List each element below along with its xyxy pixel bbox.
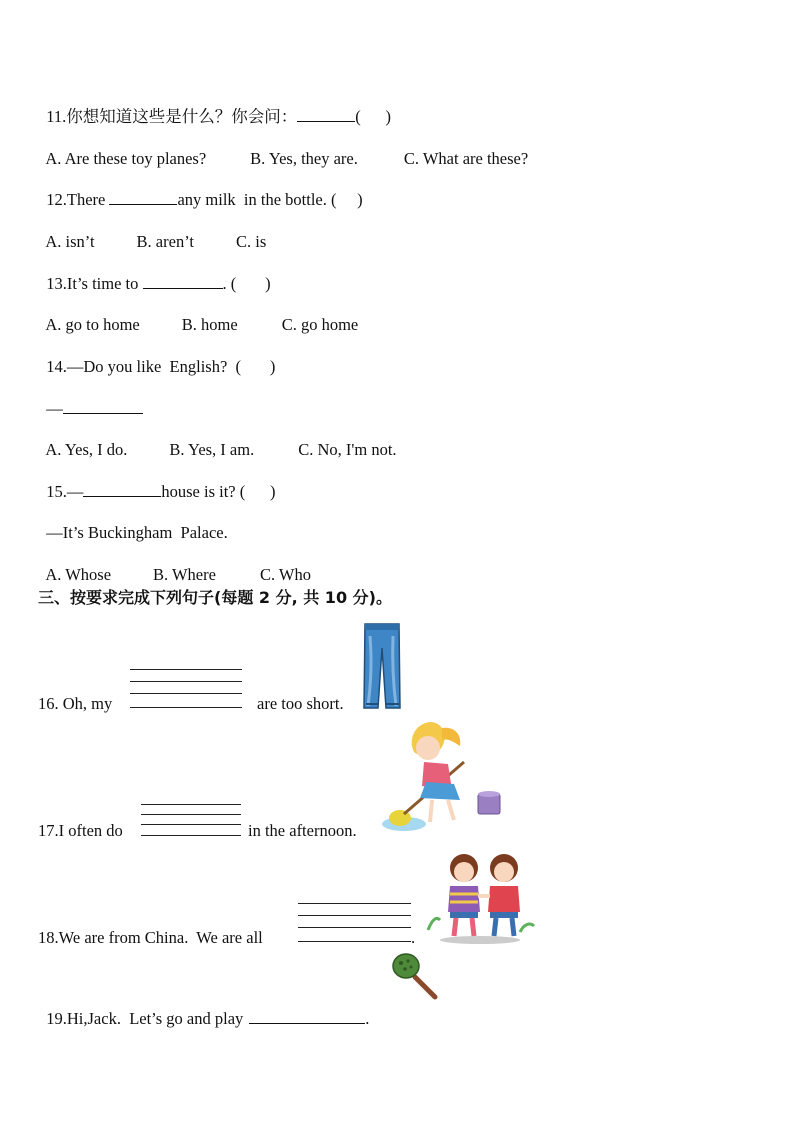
- question-13-suffix: . ( ): [222, 274, 271, 293]
- reply-text: —It’s Buckingham Palace.: [46, 523, 228, 542]
- option-c[interactable]: C. No, I'm not.: [298, 440, 397, 459]
- question-11-options: [38, 129, 528, 169]
- answer-paren: ( ): [355, 107, 392, 126]
- section-heading: 三、按要求完成下列句子(每题 2 分, 共 10 分)。: [38, 588, 392, 607]
- question-12-suffix: any milk in the bottle. ( ): [177, 190, 363, 209]
- question-12-prefix: 12.There: [46, 190, 110, 209]
- four-line-writing-area[interactable]: [298, 903, 411, 943]
- question-17-suffix: in the afternoon.: [248, 821, 357, 840]
- option-b[interactable]: B. Yes, I am.: [169, 440, 255, 459]
- question-15-suffix: house is it? ( ): [161, 482, 276, 501]
- question-16-prefix: 16. Oh, my: [38, 694, 113, 713]
- question-14-text: 14.—Do you like English? ( ): [46, 357, 276, 376]
- four-line-writing-area[interactable]: [141, 804, 241, 838]
- option-a[interactable]: A. Yes, I do.: [45, 440, 128, 459]
- option-b[interactable]: B. Where: [153, 565, 216, 584]
- question-19-suffix: .: [365, 1009, 370, 1028]
- option-a[interactable]: A. Are these toy planes?: [45, 149, 207, 168]
- question-15: [38, 462, 275, 502]
- answer-blank[interactable]: [63, 399, 143, 414]
- answer-blank[interactable]: [143, 274, 223, 289]
- question-18-suffix: .: [411, 928, 416, 947]
- option-b[interactable]: B. aren’t: [136, 232, 194, 251]
- question-16-suffix: are too short.: [257, 694, 344, 713]
- option-c[interactable]: C. is: [235, 232, 267, 251]
- option-c[interactable]: C. What are these?: [403, 149, 529, 168]
- question-15-options: [38, 545, 311, 585]
- option-c[interactable]: C. Who: [259, 565, 311, 584]
- question-11: [38, 87, 391, 127]
- question-13-prefix: 13.It’s time to: [46, 274, 143, 293]
- question-14: [38, 337, 275, 377]
- question-17-prefix: 17.I often do: [38, 821, 123, 840]
- question-14-options: [38, 420, 397, 460]
- question-15-reply: [38, 503, 228, 543]
- four-line-writing-area[interactable]: [130, 669, 242, 709]
- answer-blank[interactable]: [297, 107, 355, 122]
- question-19: [38, 989, 369, 1029]
- question-18-prefix: 18.We are from China. We are all: [38, 928, 263, 947]
- question-13: [38, 254, 271, 294]
- question-13-options: [38, 295, 358, 335]
- option-b[interactable]: B. Yes, they are.: [250, 149, 358, 168]
- option-a[interactable]: A. go to home: [45, 315, 140, 334]
- question-12-options: [38, 212, 266, 252]
- answer-dash: —: [46, 399, 63, 418]
- answer-blank[interactable]: [83, 482, 161, 497]
- question-19-prefix: 19.Hi,Jack. Let’s go and play: [46, 1009, 244, 1028]
- jeans-icon: [362, 622, 402, 712]
- option-a[interactable]: A. isn’t: [45, 232, 95, 251]
- question-12: [38, 170, 363, 210]
- option-b[interactable]: B. home: [181, 315, 238, 334]
- question-15-prefix: 15.—: [46, 482, 84, 501]
- option-a[interactable]: A. Whose: [45, 565, 112, 584]
- option-c[interactable]: C. go home: [281, 315, 359, 334]
- question-11-text: 11.你想知道这些是什么？你会问：: [46, 107, 298, 126]
- answer-blank[interactable]: [109, 190, 177, 205]
- girl-mopping-icon: [378, 720, 502, 836]
- ping-pong-paddle-icon: [391, 951, 439, 1001]
- answer-blank[interactable]: [249, 1009, 365, 1024]
- question-14-answer-line: [38, 379, 143, 419]
- two-children-icon: [424, 850, 536, 946]
